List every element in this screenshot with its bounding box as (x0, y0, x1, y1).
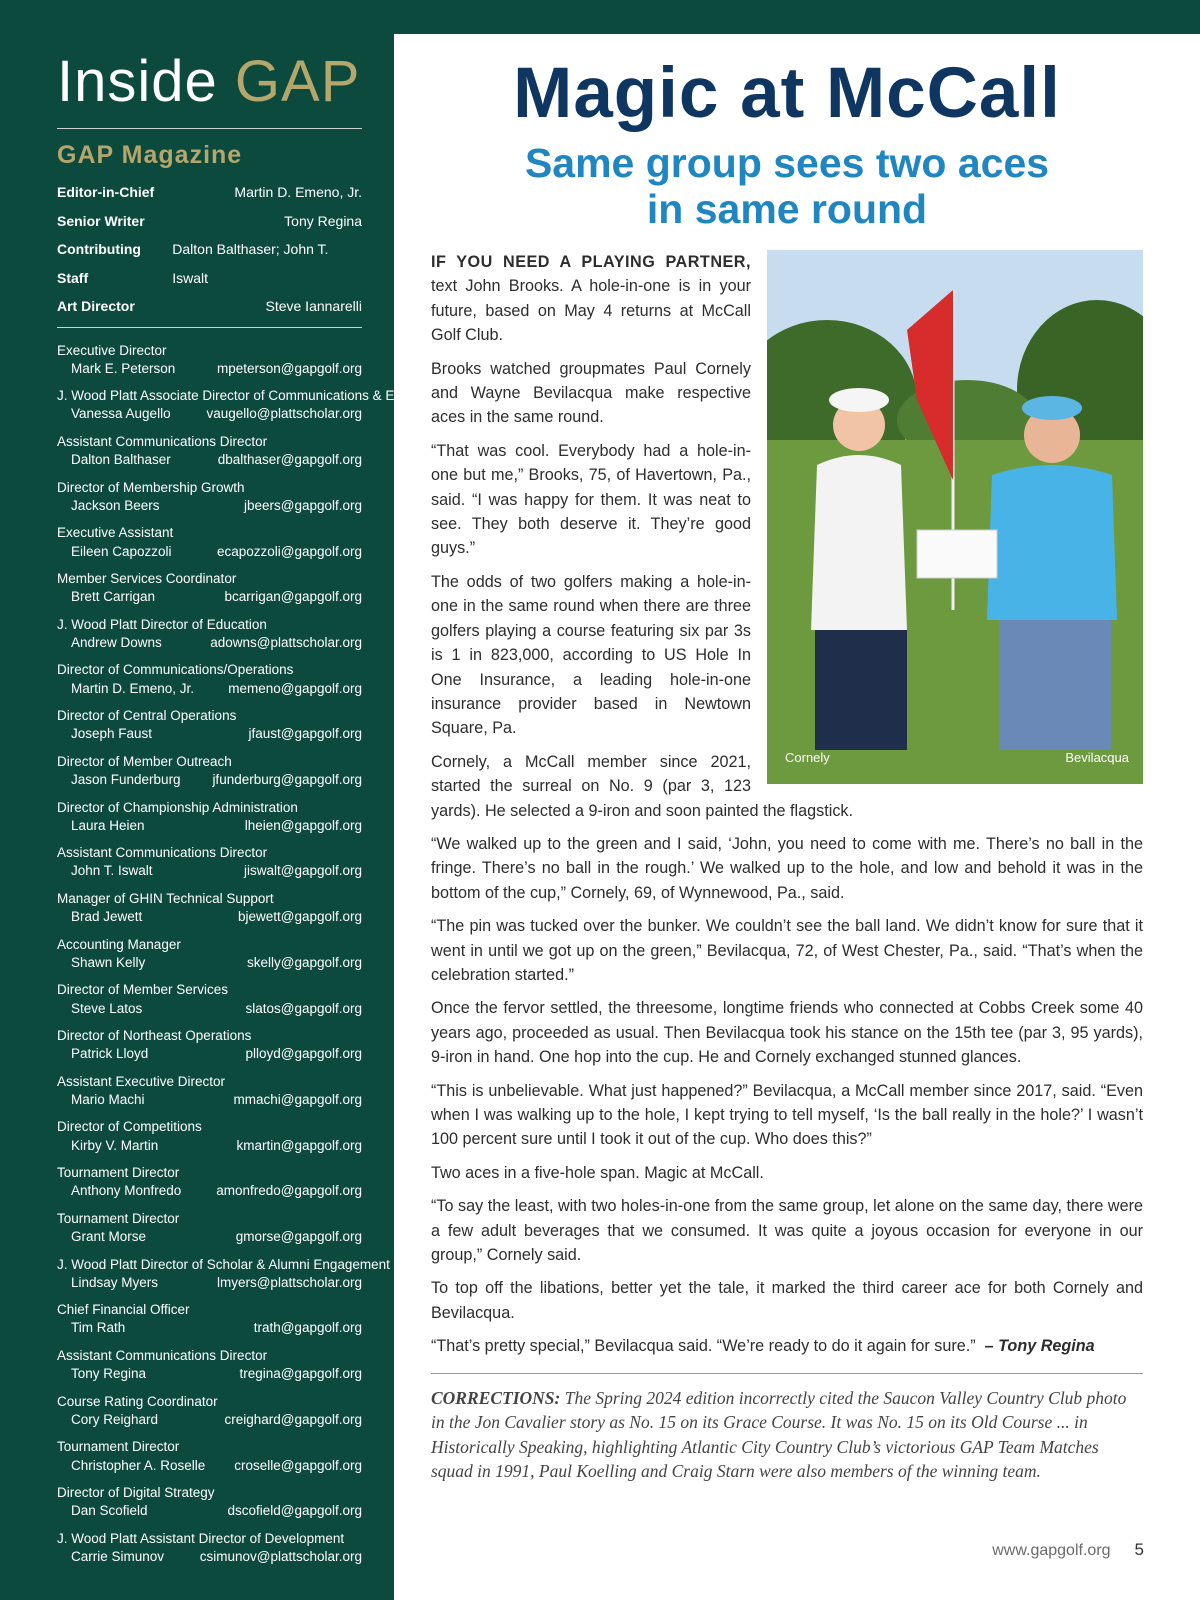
golfers-photo (767, 250, 1143, 784)
staff-email-link[interactable]: gmorse@gapgolf.org (235, 1229, 362, 1245)
subhead-line-2: in same round (646, 186, 928, 232)
staff-contact-line (57, 1548, 362, 1566)
caption-bevilacqua: Bevilacqua (1065, 749, 1129, 765)
staff-entry (57, 342, 362, 378)
staff-name: Grant Morse (71, 1229, 147, 1245)
staff-title: Director of Digital Strategy (57, 1485, 215, 1501)
staff-title: Manager of GHIN Technical Support (57, 890, 274, 906)
staff-name: Lindsay Myers (71, 1274, 159, 1290)
paragraph-3: “That was cool. Everybody had a hole-in-one but me,” Brooks, 75, of Havertown, Pa., said. “I was happy for them. It was neat to see. They both deserve it. They’re good guys.” (431, 441, 751, 558)
staff-contact-line (57, 1457, 362, 1475)
page-number: 5 (1134, 1540, 1144, 1559)
staff-email-link[interactable]: jfaust@gapgolf.org (248, 726, 362, 742)
staff-entry (57, 433, 362, 469)
staff-name: Christopher A. Roselle (71, 1457, 206, 1473)
masthead-row (57, 235, 362, 292)
website-url: www.gapgolf.org (992, 1542, 1111, 1559)
title-prefix: Inside (57, 49, 218, 114)
paragraph-13-text: “That’s pretty special,” Bevilacqua said. “We’re ready to do it again for sure.” (431, 1337, 976, 1356)
staff-entry (57, 1164, 362, 1200)
staff-entry (57, 661, 362, 697)
staff-email-link[interactable]: creighard@gapgolf.org (224, 1411, 362, 1427)
staff-name: Eileen Capozzoli (71, 543, 172, 559)
staff-title: Member Services Coordinator (57, 571, 237, 587)
staff-entry (57, 1073, 362, 1109)
staff-contact-line (57, 817, 362, 835)
masthead-role: Senior Writer (57, 212, 145, 229)
staff-email-link[interactable]: jfunderburg@gapgolf.org (212, 772, 362, 788)
staff-title: Director of Central Operations (57, 708, 237, 724)
staff-contact-line (57, 1137, 362, 1155)
paragraph-8: Once the fervor settled, the threesome, longtime friends who connected at Cobbs Creek some 40 years ago, proceeded as usual. Then Bevilacqua took his stance on the 15th tee (par 3, 95 yards), 9-iron in hand. One hop into the cup. He and Cornely exchanged stunned glances. (431, 999, 1143, 1067)
staff-contact-line (57, 1182, 362, 1200)
staff-title: Assistant Communications Director (57, 845, 268, 861)
masthead-row (57, 292, 362, 321)
paragraph-12: To top off the libations, better yet the tale, it marked the third career ace for both Cornely and Bevilacqua. (431, 1279, 1143, 1322)
staff-title: Assistant Communications Director (57, 1347, 268, 1363)
staff-contact-line (57, 497, 362, 515)
staff-name: Tim Rath (71, 1320, 126, 1336)
corrections-divider (431, 1373, 1143, 1374)
paragraph-10: Two aces in a five-hole span. Magic at McCall. (431, 1163, 764, 1182)
staff-name: Jackson Beers (71, 497, 160, 513)
staff-contact-line (57, 588, 362, 606)
staff-contact-line (57, 405, 362, 423)
paragraph-1-text: text John Brooks. A hole-in-one is in your future, based on May 4 returns at McCall Golf Club. (431, 277, 751, 345)
staff-entry (57, 981, 362, 1017)
paragraph-4: The odds of two golfers making a hole-in-one in the same round when there are three golfers playing a course featuring six par 3s is 1 in 823,000, according to US Hole In One Insurance, a leading hole-in-one insurance provider based in Newtown Square, Pa. (431, 572, 751, 738)
paragraph-13 (431, 1334, 1143, 1358)
staff-email-link[interactable]: tregina@gapgolf.org (239, 1366, 362, 1382)
staff-title: Director of Communications/Operations (57, 662, 294, 678)
sidebar-rule (57, 128, 362, 129)
masthead-row (57, 178, 362, 207)
staff-name: Brad Jewett (71, 909, 143, 925)
staff-title: Tournament Director (57, 1165, 180, 1181)
staff-email-link[interactable]: mpeterson@gapgolf.org (216, 360, 362, 376)
staff-title: Assistant Communications Director (57, 433, 268, 449)
byline: – Tony Regina (984, 1337, 1095, 1356)
staff-email-link[interactable]: dscofield@gapgolf.org (227, 1503, 362, 1519)
staff-contact-line (57, 360, 362, 378)
staff-title: Director of Competitions (57, 1119, 202, 1135)
page-footer (992, 1540, 1144, 1560)
staff-email-link[interactable]: slatos@gapgolf.org (245, 1000, 362, 1016)
masthead-row (57, 207, 362, 236)
paragraph-7: “The pin was tucked over the bunker. We couldn’t see the ball land. We didn’t know for sure that it went in until we got up on the green,” Bevilacqua, 72, of West Chester, Pa., said. “That’s when the celebration started.” (431, 917, 1143, 984)
staff-title: Chief Financial Officer (57, 1302, 190, 1318)
staff-name: Kirby V. Martin (71, 1137, 159, 1153)
staff-contact-line (57, 1045, 362, 1063)
staff-email-link[interactable]: amonfredo@gapgolf.org (216, 1183, 362, 1199)
staff-email-link[interactable]: dbalthaser@gapgolf.org (217, 452, 362, 468)
staff-name: Joseph Faust (71, 726, 153, 742)
staff-title: J. Wood Platt Associate Director of Communications & Events (57, 388, 427, 404)
staff-email-link[interactable]: vaugello@plattscholar.org (206, 406, 362, 422)
staff-entry (57, 570, 362, 606)
staff-entry (57, 1210, 362, 1246)
staff-name: Dalton Balthaser (71, 452, 171, 468)
paragraph-11: “To say the least, with two holes-in-one from the same group, let alone on the same day, there were a few adult beverages that we consumed. It was quite a joyous occasion for everyone in our group,” Cornely said. (431, 1197, 1143, 1265)
caption-cornely: Cornely (785, 749, 830, 765)
staff-contact-line (57, 1319, 362, 1337)
staff-contact-line (57, 1228, 362, 1246)
staff-email-link[interactable]: csimunov@plattscholar.org (199, 1548, 362, 1564)
staff-email-link[interactable]: lmyers@plattscholar.org (216, 1274, 362, 1290)
staff-name: Laura Heien (71, 817, 145, 833)
staff-contact-line (57, 1502, 362, 1520)
headline: Magic at McCall (513, 54, 1061, 133)
staff-name: Carrie Simunov (71, 1548, 165, 1564)
staff-contact-line (57, 1274, 362, 1292)
staff-name: Cory Reighard (71, 1411, 159, 1427)
paragraph-6: “We walked up to the green and I said, ‘John, you need to come with me. There’s no ball in the fringe. There’s no ball in the rough.’ We walked up to the hole, and low and behold it was in the bottom of the cup,” Cornely, 69, of Wynnewood, Pa., said. (431, 834, 1143, 902)
staff-entry (57, 799, 362, 835)
staff-title: Director of Membership Growth (57, 479, 245, 495)
staff-contact-line (57, 1000, 362, 1018)
staff-name: Mark E. Peterson (71, 360, 176, 376)
corrections-note (431, 1386, 1143, 1484)
staff-entry (57, 890, 362, 926)
staff-title: Executive Director (57, 342, 167, 358)
staff-email-link[interactable]: bjewett@gapgolf.org (237, 909, 362, 925)
staff-email-link[interactable]: kmartin@gapgolf.org (236, 1137, 362, 1153)
staff-entry (57, 616, 362, 652)
staff-entry (57, 1256, 390, 1292)
staff-email-link[interactable]: memeno@gapgolf.org (228, 680, 362, 696)
staff-title: Course Rating Coordinator (57, 1393, 218, 1409)
inside-gap-sidebar (0, 0, 427, 1600)
staff-email-link[interactable]: trath@gapgolf.org (253, 1320, 362, 1336)
staff-title: Director of Northeast Operations (57, 1028, 252, 1044)
staff-entry (57, 1393, 362, 1429)
staff-email-link[interactable]: mmachi@gapgolf.org (233, 1091, 362, 1107)
article-column (431, 34, 1143, 1484)
article-body (431, 250, 1143, 1359)
staff-name: Martin D. Emeno, Jr. (71, 680, 195, 696)
corrections-label: CORRECTIONS: (431, 1387, 561, 1408)
subhead (431, 140, 1143, 232)
staff-contact-line (57, 862, 362, 880)
staff-contact-line (57, 451, 362, 469)
staff-title: J. Wood Platt Director of Scholar & Alumni Engagement (57, 1256, 390, 1272)
corrections-text: The Spring 2024 edition incorrectly cited the Saucon Valley Country Club photo in the Jon Cavalier story as No. 15 on its Grace Course. It was No. 15 on its Old Course ... in Historically Speaking, highlighting Atlantic City Country Club’s victorious GAP Team Matches squad in 1991, Paul Koelling and Craig Starn were also members of the winning team. (431, 1387, 1127, 1482)
staff-name: Brett Carrigan (71, 589, 156, 605)
staff-title: Accounting Manager (57, 936, 181, 952)
masthead-role: Art Director (57, 298, 135, 314)
staff-entry (57, 387, 427, 423)
inside-gap-title (57, 48, 362, 116)
staff-email-link[interactable]: skelly@gapgolf.org (246, 954, 362, 970)
staff-entry (57, 936, 362, 972)
staff-name: Shawn Kelly (71, 954, 146, 970)
staff-entry (57, 1438, 362, 1474)
staff-contact-line (57, 725, 362, 743)
staff-contact-line (57, 680, 362, 698)
staff-title: Assistant Executive Director (57, 1073, 226, 1089)
staff-entry (57, 1118, 362, 1154)
staff-contact-line (57, 1411, 362, 1429)
staff-name: John T. Iswalt (71, 863, 153, 879)
staff-contact-line (57, 954, 362, 972)
masthead-name: Dalton Balthaser; John T. Iswalt (172, 241, 329, 286)
staff-entry (57, 1027, 362, 1063)
staff-title: Executive Assistant (57, 525, 174, 541)
staff-name: Andrew Downs (71, 634, 162, 650)
masthead-role: Contributing Staff (57, 241, 141, 286)
paragraph-2: Brooks watched groupmates Paul Cornely and Wayne Bevilacqua make respective aces in the same round. (431, 359, 751, 427)
staff-entry (57, 1484, 362, 1520)
staff-contact-line (57, 543, 362, 561)
masthead-name: Martin D. Emeno, Jr. (234, 184, 362, 200)
staff-name: Jason Funderburg (71, 772, 181, 788)
masthead-list (57, 178, 362, 321)
subhead-line-1: Same group sees two aces (524, 140, 1050, 186)
staff-email-link[interactable]: plloyd@gapgolf.org (245, 1046, 362, 1062)
staff-contact-line (57, 634, 362, 652)
staff-entry (57, 753, 362, 789)
staff-contact-line (57, 1091, 362, 1109)
staff-entry (57, 1347, 362, 1383)
staff-entry (57, 524, 362, 560)
staff-email-link[interactable]: jbeers@gapgolf.org (243, 497, 362, 513)
staff-entry (57, 1301, 362, 1337)
masthead-role: Editor-in-Chief (57, 184, 155, 200)
staff-title: J. Wood Platt Assistant Director of Development (57, 1530, 345, 1546)
title-accent: GAP (234, 49, 361, 114)
staff-title: Director of Championship Administration (57, 799, 298, 815)
staff-title: Director of Member Outreach (57, 753, 232, 769)
staff-contact-line (57, 908, 362, 926)
staff-name: Patrick Lloyd (71, 1046, 149, 1062)
staff-contact-line (57, 1365, 362, 1383)
lead-in: IF YOU NEED A PLAYING PARTNER, (431, 253, 751, 271)
staff-title: J. Wood Platt Director of Education (57, 616, 267, 632)
staff-title: Director of Member Services (57, 982, 229, 998)
staff-entry (57, 707, 362, 743)
staff-email-link[interactable]: jiswalt@gapgolf.org (243, 863, 362, 879)
staff-name: Steve Latos (71, 1000, 143, 1016)
staff-directory (57, 342, 427, 1567)
paragraph-9: “This is unbelievable. What just happened?” Bevilacqua, a McCall member since 2017, said. “Even when I was walking up to the hole, I kept trying to tell myself, ‘Is the ball really in the hole?’ I wasn’t 100 percent sure until I took it out of the cup. Who does this?” (431, 1081, 1143, 1149)
paragraph-5: Cornely, a McCall member since 2021, started the surreal on No. 9 (par 3, 123 yards). He selected a 9-iron and soon painted the flagstick. (431, 752, 854, 820)
staff-email-link[interactable]: adowns@plattscholar.org (210, 634, 362, 650)
magazine-title: GAP Magazine (57, 141, 243, 169)
staff-email-link[interactable]: croselle@gapgolf.org (234, 1457, 362, 1473)
staff-title: Tournament Director (57, 1210, 180, 1226)
staff-title: Tournament Director (57, 1439, 180, 1455)
masthead-rule (57, 327, 362, 328)
staff-entry (57, 1530, 362, 1566)
staff-email-link[interactable]: lheien@gapgolf.org (244, 817, 362, 833)
staff-entry (57, 844, 362, 880)
staff-email-link[interactable]: ecapozzoli@gapgolf.org (216, 543, 362, 559)
staff-name: Vanessa Augello (71, 406, 171, 422)
masthead-name: Steve Iannarelli (265, 298, 362, 314)
staff-name: Mario Machi (71, 1091, 145, 1107)
staff-name: Dan Scofield (71, 1503, 148, 1519)
staff-name: Tony Regina (71, 1366, 147, 1382)
staff-email-link[interactable]: bcarrigan@gapgolf.org (224, 589, 362, 605)
photo-illustration (767, 250, 1143, 784)
staff-contact-line (57, 771, 362, 789)
staff-name: Anthony Monfredo (71, 1183, 182, 1199)
masthead-name: Tony Regina (284, 212, 362, 229)
staff-entry (57, 479, 362, 515)
